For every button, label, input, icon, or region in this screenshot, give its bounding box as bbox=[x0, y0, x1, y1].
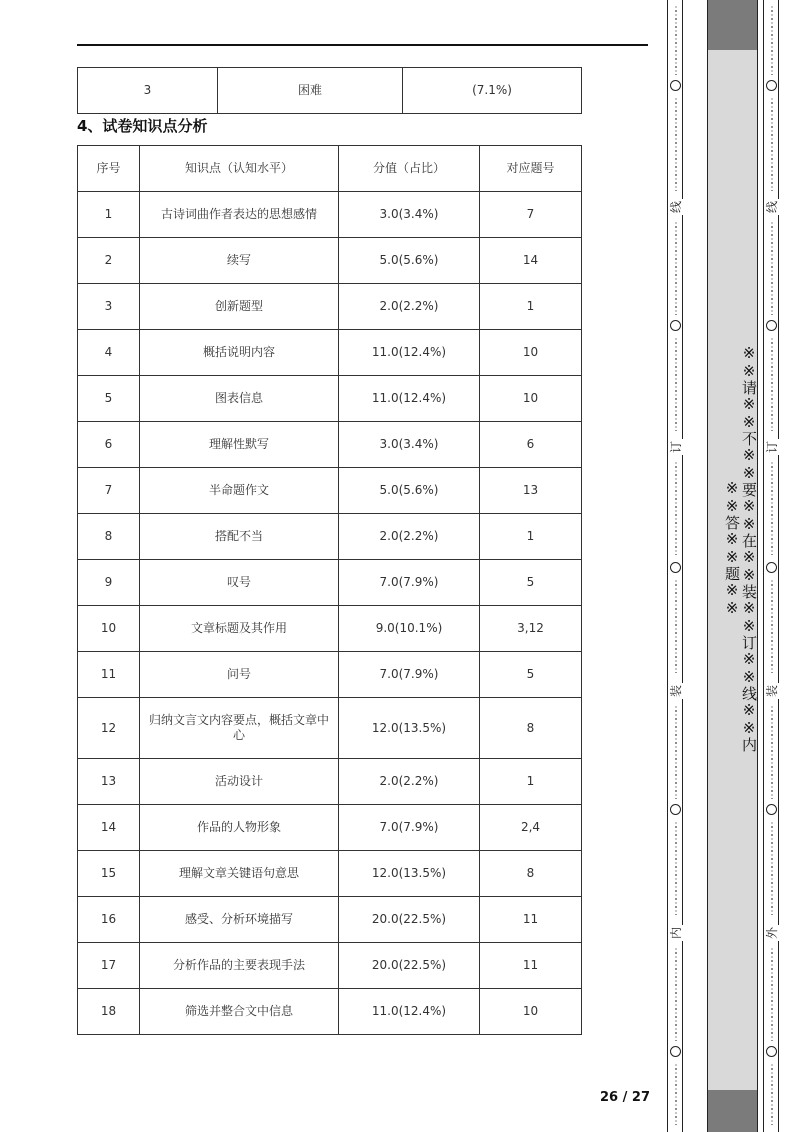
table-row bbox=[78, 652, 582, 698]
dotted-segment: ⋮ ⋮ ⋮ ⋮ ⋮ ⋮ ⋮ ⋮ ⋮ ⋮ ⋮ ⋮ bbox=[767, 220, 777, 316]
section-heading: 4、试卷知识点分析 bbox=[77, 117, 208, 135]
table-cell: 1 bbox=[480, 759, 582, 805]
dotted-segment: ⋮ ⋮ ⋮ ⋮ ⋮ ⋮ ⋮ ⋮ ⋮ ⋮ ⋮ ⋮ bbox=[671, 820, 681, 917]
table-cell: 7 bbox=[78, 468, 140, 514]
table-row bbox=[78, 606, 582, 652]
binding-hole-circle bbox=[766, 80, 777, 91]
table-cell: 5.0(5.6%) bbox=[339, 238, 480, 284]
table-cell: 8 bbox=[78, 514, 140, 560]
binding-hole-circle bbox=[766, 1046, 777, 1057]
table-cell: 8 bbox=[480, 698, 582, 759]
table-row bbox=[78, 560, 582, 606]
table-cell: 5 bbox=[480, 652, 582, 698]
table-cell: 5 bbox=[78, 376, 140, 422]
table-cell: 13 bbox=[78, 759, 140, 805]
table-cell: 11 bbox=[78, 652, 140, 698]
table-cell: 筛选并整合文中信息 bbox=[140, 989, 339, 1035]
table-cell: 7.0(7.9%) bbox=[339, 805, 480, 851]
table-cell: 感受、分析环境描写 bbox=[140, 897, 339, 943]
table-cell: 作品的人物形象 bbox=[140, 805, 339, 851]
page-number: 26 / 27 bbox=[600, 1090, 650, 1105]
table-cell: 16 bbox=[78, 897, 140, 943]
table-cell: 5 bbox=[480, 560, 582, 606]
table-cell: 困难 bbox=[218, 68, 403, 114]
dotted-segment: ⋮ ⋮ ⋮ ⋮ ⋮ ⋮ ⋮ ⋮ ⋮ ⋮ ⋮ ⋮ bbox=[671, 460, 681, 557]
table-row bbox=[78, 192, 582, 238]
table-cell: 5.0(5.6%) bbox=[339, 468, 480, 514]
table-row bbox=[78, 376, 582, 422]
table-cell: 3 bbox=[78, 284, 140, 330]
table-cell: 问号 bbox=[140, 652, 339, 698]
dotted-segment: ⋮ ⋮ ⋮ ⋮ ⋮ ⋮ ⋮ ⋮ ⋮ bbox=[767, 4, 777, 76]
binding-hole-circle bbox=[670, 80, 681, 91]
table-cell: 搭配不当 bbox=[140, 514, 339, 560]
table-row bbox=[78, 989, 582, 1035]
table-cell: 活动设计 bbox=[140, 759, 339, 805]
table-cell: 2.0(2.2%) bbox=[339, 759, 480, 805]
table-cell: 1 bbox=[480, 284, 582, 330]
table-cell: 20.0(22.5%) bbox=[339, 897, 480, 943]
binding-hole-circle bbox=[670, 1046, 681, 1057]
table-row bbox=[78, 805, 582, 851]
table-cell: 14 bbox=[78, 805, 140, 851]
table-cell: (7.1%) bbox=[403, 68, 582, 114]
binding-label: 订 bbox=[669, 441, 683, 454]
table-row bbox=[78, 284, 582, 330]
table-cell: 图表信息 bbox=[140, 376, 339, 422]
table-row bbox=[78, 514, 582, 560]
table-cell: 9.0(10.1%) bbox=[339, 606, 480, 652]
binding-label: 订 bbox=[765, 441, 779, 454]
table-cell: 续写 bbox=[140, 238, 339, 284]
dotted-segment: ⋮ ⋮ ⋮ ⋮ ⋮ ⋮ ⋮ ⋮ ⋮ ⋮ ⋮ ⋮ bbox=[767, 704, 777, 800]
table-cell: 10 bbox=[480, 989, 582, 1035]
table-row bbox=[78, 759, 582, 805]
binding-label: 外 bbox=[765, 927, 779, 940]
dotted-segment: ⋮ ⋮ ⋮ ⋮ ⋮ ⋮ ⋮ ⋮ ⋮ bbox=[671, 4, 681, 76]
binding-label: 线 bbox=[669, 201, 683, 214]
table-cell: 古诗词曲作者表达的思想感情 bbox=[140, 192, 339, 238]
table-cell: 文章标题及其作用 bbox=[140, 606, 339, 652]
table-cell: 2.0(2.2%) bbox=[339, 514, 480, 560]
table-cell: 15 bbox=[78, 851, 140, 897]
table-cell: 12.0(13.5%) bbox=[339, 851, 480, 897]
table-cell: 6 bbox=[78, 422, 140, 468]
table-cell: 2.0(2.2%) bbox=[339, 284, 480, 330]
table-cell: 10 bbox=[480, 330, 582, 376]
binding-hole-circle bbox=[670, 320, 681, 331]
column-header: 对应题号 bbox=[480, 146, 582, 192]
binding-label: 装 bbox=[765, 685, 779, 698]
binding-label: 装 bbox=[669, 685, 683, 698]
dotted-segment: ⋮ ⋮ ⋮ ⋮ ⋮ ⋮ ⋮ ⋮ ⋮ ⋮ ⋮ ⋮ bbox=[767, 578, 777, 675]
table-cell: 7 bbox=[480, 192, 582, 238]
dotted-segment: ⋮ ⋮ ⋮ ⋮ ⋮ ⋮ ⋮ ⋮ ⋮ ⋮ ⋮ ⋮ bbox=[767, 336, 777, 433]
table-cell: 13 bbox=[480, 468, 582, 514]
table-cell: 10 bbox=[78, 606, 140, 652]
table-cell: 11.0(12.4%) bbox=[339, 330, 480, 376]
dotted-segment: ⋮ ⋮ ⋮ ⋮ ⋮ ⋮ ⋮ ⋮ ⋮ ⋮ ⋮ ⋮ bbox=[671, 220, 681, 316]
dotted-segment: ⋮ ⋮ ⋮ ⋮ ⋮ ⋮ ⋮ ⋮ ⋮ ⋮ ⋮ ⋮ bbox=[767, 460, 777, 557]
outer-binding-line bbox=[763, 0, 779, 1132]
table-cell: 1 bbox=[480, 514, 582, 560]
dotted-segment: ⋮ ⋮ ⋮ ⋮ ⋮ ⋮ ⋮ ⋮ ⋮ ⋮ ⋮ ⋮ bbox=[767, 820, 777, 917]
table-cell: 3 bbox=[78, 68, 218, 114]
knowledge-point-table bbox=[77, 145, 582, 1035]
binding-label: 线 bbox=[765, 201, 779, 214]
table-cell: 3.0(3.4%) bbox=[339, 422, 480, 468]
binding-notice: ※※请※※不※※要※※在※※装※※订※※线※※内※※答※※题※※ bbox=[723, 344, 758, 752]
table-row bbox=[78, 851, 582, 897]
dotted-segment: ⋮ ⋮ ⋮ ⋮ ⋮ ⋮ ⋮ ⋮ ⋮ ⋮ ⋮ ⋮ bbox=[671, 578, 681, 675]
table-cell: 9 bbox=[78, 560, 140, 606]
table-cell: 11 bbox=[480, 897, 582, 943]
table-header-row bbox=[78, 146, 582, 192]
binding-band bbox=[707, 0, 758, 1132]
table-body bbox=[78, 192, 582, 1035]
binding-hole-circle bbox=[766, 804, 777, 815]
table-cell: 14 bbox=[480, 238, 582, 284]
table-cell: 20.0(22.5%) bbox=[339, 943, 480, 989]
table-row bbox=[78, 238, 582, 284]
table-row bbox=[78, 68, 582, 114]
table-cell: 叹号 bbox=[140, 560, 339, 606]
table-cell: 2,4 bbox=[480, 805, 582, 851]
table-cell: 概括说明内容 bbox=[140, 330, 339, 376]
table-cell: 3.0(3.4%) bbox=[339, 192, 480, 238]
table-cell: 6 bbox=[480, 422, 582, 468]
binding-label: 内 bbox=[669, 927, 683, 940]
dotted-segment: ⋮ ⋮ ⋮ ⋮ ⋮ ⋮ ⋮ ⋮ ⋮ ⋮ ⋮ ⋮ bbox=[671, 336, 681, 433]
table-cell: 分析作品的主要表现手法 bbox=[140, 943, 339, 989]
inner-binding-line bbox=[667, 0, 683, 1132]
column-header: 序号 bbox=[78, 146, 140, 192]
column-header: 分值（占比） bbox=[339, 146, 480, 192]
table-row bbox=[78, 422, 582, 468]
table-cell: 创新题型 bbox=[140, 284, 339, 330]
dotted-segment: ⋮ ⋮ ⋮ ⋮ ⋮ ⋮ ⋮ ⋮ ⋮ ⋮ ⋮ ⋮ bbox=[671, 946, 681, 1042]
table-cell: 8 bbox=[480, 851, 582, 897]
dotted-segment: ⋮ ⋮ ⋮ ⋮ ⋮ ⋮ ⋮ ⋮ ⋮ ⋮ ⋮ ⋮ bbox=[767, 96, 777, 193]
dotted-segment: ⋮ ⋮ ⋮ ⋮ ⋮ ⋮ ⋮ ⋮ bbox=[671, 1062, 681, 1126]
table-cell: 1 bbox=[78, 192, 140, 238]
binding-hole-circle bbox=[670, 562, 681, 573]
header-rule bbox=[77, 44, 648, 46]
table-cell: 3,12 bbox=[480, 606, 582, 652]
table-cell: 7.0(7.9%) bbox=[339, 560, 480, 606]
dotted-segment: ⋮ ⋮ ⋮ ⋮ ⋮ ⋮ ⋮ ⋮ ⋮ ⋮ ⋮ ⋮ bbox=[767, 946, 777, 1042]
table-cell: 半命题作文 bbox=[140, 468, 339, 514]
dotted-segment: ⋮ ⋮ ⋮ ⋮ ⋮ ⋮ ⋮ ⋮ ⋮ ⋮ ⋮ ⋮ bbox=[671, 96, 681, 193]
binding-hole-circle bbox=[766, 320, 777, 331]
table-cell: 理解文章关键语句意思 bbox=[140, 851, 339, 897]
table-cell: 12 bbox=[78, 698, 140, 759]
table-cell: 18 bbox=[78, 989, 140, 1035]
column-header: 知识点（认知水平） bbox=[140, 146, 339, 192]
table-row bbox=[78, 468, 582, 514]
binding-hole-circle bbox=[766, 562, 777, 573]
table-cell: 2 bbox=[78, 238, 140, 284]
table-cell: 11.0(12.4%) bbox=[339, 376, 480, 422]
band-cap-bottom bbox=[708, 1090, 757, 1132]
table-row bbox=[78, 698, 582, 759]
table-cell: 4 bbox=[78, 330, 140, 376]
band-cap-top bbox=[708, 0, 757, 50]
table-cell: 11 bbox=[480, 943, 582, 989]
table-cell: 归纳文言文内容要点，概括文章中心 bbox=[140, 698, 339, 759]
table-row bbox=[78, 330, 582, 376]
table-cell: 11.0(12.4%) bbox=[339, 989, 480, 1035]
table-cell: 10 bbox=[480, 376, 582, 422]
dotted-segment: ⋮ ⋮ ⋮ ⋮ ⋮ ⋮ ⋮ ⋮ bbox=[767, 1062, 777, 1126]
table-row bbox=[78, 897, 582, 943]
previous-difficulty-table bbox=[77, 67, 582, 114]
table-cell: 17 bbox=[78, 943, 140, 989]
table-cell: 理解性默写 bbox=[140, 422, 339, 468]
binding-hole-circle bbox=[670, 804, 681, 815]
table-cell: 7.0(7.9%) bbox=[339, 652, 480, 698]
dotted-segment: ⋮ ⋮ ⋮ ⋮ ⋮ ⋮ ⋮ ⋮ ⋮ ⋮ ⋮ ⋮ bbox=[671, 704, 681, 800]
table-row bbox=[78, 943, 582, 989]
table-cell: 12.0(13.5%) bbox=[339, 698, 480, 759]
